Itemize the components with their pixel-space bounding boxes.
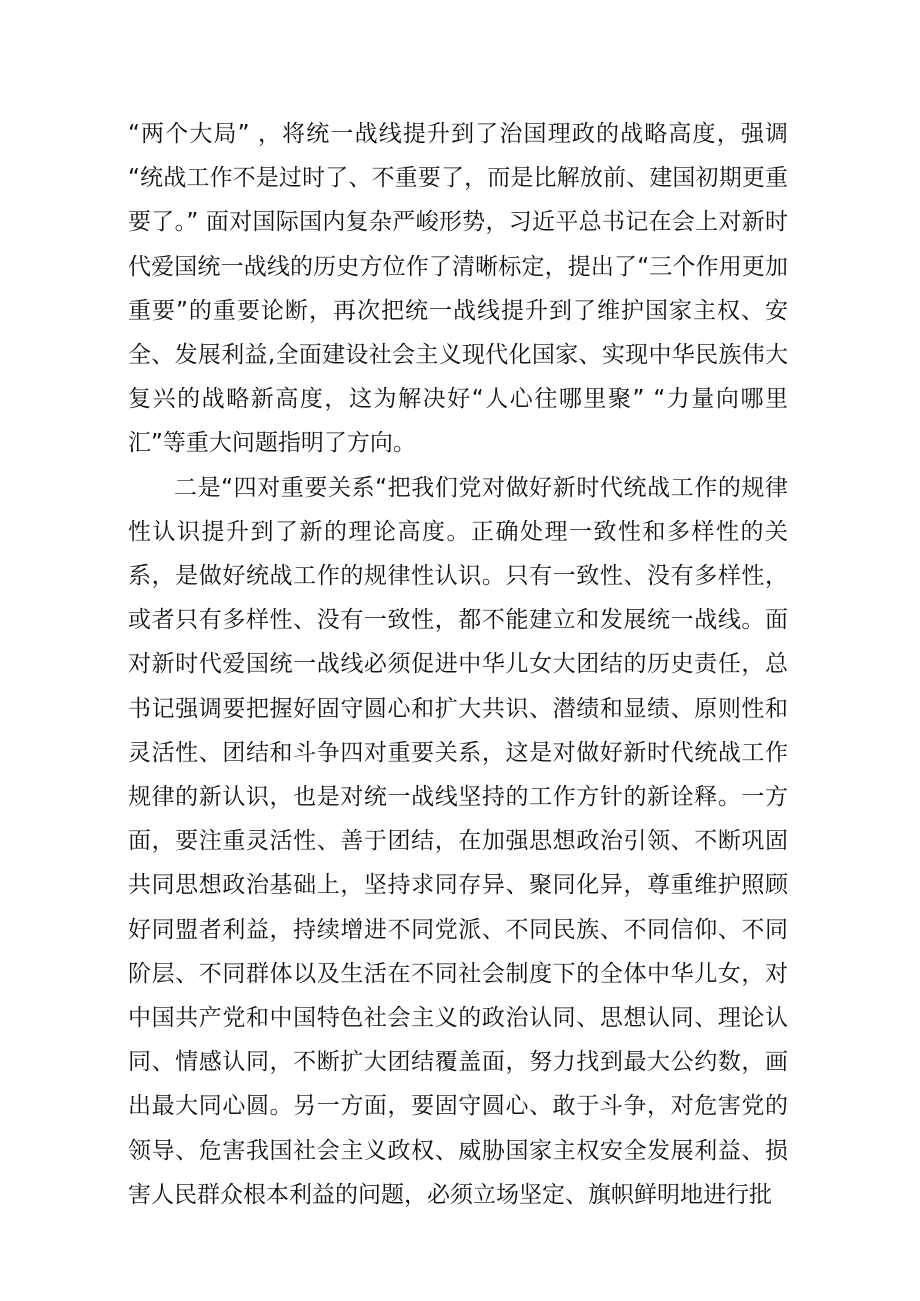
paragraph-four-relations: 二是“四对重要关系“把我们党对做好新时代统战工作的规律性认识提升到了新的理论高度。正确处理一致性和多样性的关系，是做好统战工作的规律性认识。只有一致性、没有多样性，或者只有多样性、没有一致性，都不能建立和发展统一战线。面对新时代爱国统一战线必须促进中华儿女大团结的历史责任，总书记强调要把握好固守圆心和扩大共识、潜绩和显绩、原则性和灵活性、团结和斗争四对重要关系，这是对做好新时代统战工作规律的新认识，也是对统一战线坚持的工作方针的新诠释。一方面，要注重灵活性、善于团结，在加强思想政治引领、不断巩固共同思想政治基础上，坚持求同存异、聚同化异，尊重维护照顾好同盟者利益，持续增进不同党派、不同民族、不同信仰、不同阶层、不同群体以及生活在不同社会制度下的全体中华儿女，对中国共产党和中国特色社会主义的政治认同、思想认同、理论认同、情感认同，不断扩大团结覆盖面，努力找到最大公约数，画出最大同心圆。另一方面，要固守圆心、敢于斗争，对危害党的领导、危害我国社会主义政权、威胁国家主权安全发展利益、损害人民群众根本利益的问题，必须立场坚定、旗帜鲜明地进行批 [128, 474, 788, 1208]
paragraph-continuation: “两个大局” ，将统一战线提升到了治国理政的战略高度，强调 “统战工作不是过时了、不重要了，而是比解放前、建国初期更重要了。” 面对国际国内复杂严峻形势，习近平总书记在会上对新时代爱国统一战线的历史方位作了清晰标定，提出了“三个作用更加重要”的重要论断，再次把统一战线提升到了维护国家主权、安全、发展利益,全面建设社会主义现代化国家、实现中华民族伟大复兴的战略新高度，这为解决好“人心往哪里聚” “力量向哪里汇”等重大问题指明了方向。 [128, 121, 788, 457]
document-body [128, 112, 788, 1217]
